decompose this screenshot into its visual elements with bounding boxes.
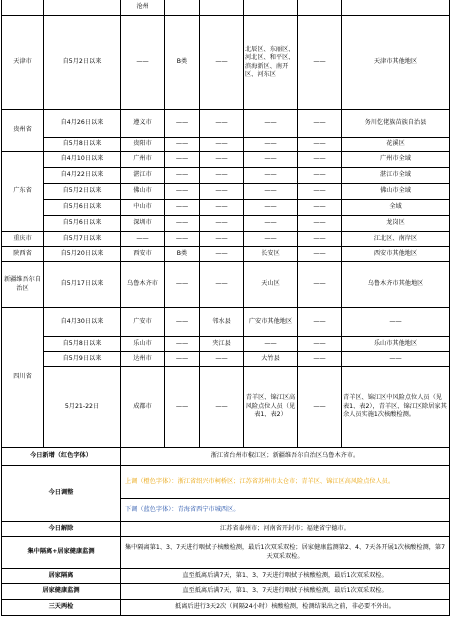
- table-row: [2, 0, 450, 16]
- note-text: 江苏省泰州市；河南省开封市；福建省宁德市。: [121, 522, 450, 537]
- table-cell: 佛山市: [121, 184, 165, 200]
- table-cell: ——: [200, 352, 244, 367]
- table-cell: 遵义市: [121, 110, 165, 138]
- table-cell: ——: [244, 200, 298, 216]
- note-text: 集中隔离第1、3、7天进行咽拭子核酸检测，最后1次双采双检；居家健康监测第2、4、7天各开展1次核酸检测，第7天双采双检。: [121, 537, 450, 569]
- table-row: [2, 352, 450, 367]
- table-cell: 天山区: [244, 262, 298, 308]
- note-text: 浙江省台州市椒江区；新疆维吾尔自治区乌鲁木齐市。: [121, 448, 450, 466]
- table-cell: ——: [165, 168, 200, 184]
- table-cell: 江北区、南岸区: [342, 232, 450, 247]
- table-cell: 湛江市: [121, 168, 165, 184]
- table-row: [2, 367, 450, 448]
- province-cell: 重庆市: [2, 232, 44, 247]
- table-cell: ——: [200, 168, 244, 184]
- table-row: [2, 152, 450, 168]
- table-cell: 佛山市全域: [342, 184, 450, 200]
- table-cell: 务川仡佬族苗族自治县: [342, 110, 450, 138]
- date-cell: 自5月7日以来: [44, 232, 121, 247]
- table-row: [2, 168, 450, 184]
- table-row: [2, 466, 450, 522]
- table-cell: ——: [200, 262, 244, 308]
- table-cell: ——: [298, 110, 342, 138]
- table-cell: 贵阳市: [121, 138, 165, 152]
- table-cell: 乌鲁木齐市: [121, 262, 165, 308]
- table-row: [2, 600, 450, 616]
- table-cell: 乐山市其他地区: [342, 337, 450, 352]
- table-cell: 湛江市全域: [342, 168, 450, 184]
- table-row: [2, 16, 450, 110]
- date-cell: 5月21-22日: [44, 367, 121, 448]
- row-label: 集中隔离+居家健康监测: [2, 537, 121, 569]
- table-row: [2, 337, 450, 352]
- table-cell: 长安区: [244, 247, 298, 262]
- table-cell: 成都市: [121, 367, 165, 448]
- table-cell: ——: [200, 232, 244, 247]
- table-cell: 广安市其他地区: [244, 308, 298, 337]
- row-label: 今日调整: [2, 466, 121, 522]
- table-cell: 广州市全域: [342, 152, 450, 168]
- table-cell: ——: [298, 308, 342, 337]
- table-cell: ——: [244, 337, 298, 352]
- table-row: [2, 216, 450, 232]
- table-cell: 沧州: [121, 0, 165, 16]
- table-cell: ——: [244, 110, 298, 138]
- table-row: [2, 448, 450, 466]
- table-cell: 夹江县: [200, 337, 244, 352]
- table-row: [2, 569, 450, 584]
- table-cell: ——: [165, 184, 200, 200]
- table-cell: ——: [165, 367, 200, 448]
- province-cell: 陕西省: [2, 247, 44, 262]
- table-cell: ——: [165, 200, 200, 216]
- table-row: [2, 308, 450, 337]
- table-cell: ——: [342, 352, 450, 367]
- table-cell: 乐山市: [121, 337, 165, 352]
- table-cell: 青羊区、锦江区高风险点位人员（见表1、表2）: [244, 367, 298, 448]
- travel-control-table: [1, 0, 450, 616]
- table-cell: 大竹县: [244, 352, 298, 367]
- table-cell: 龙岗区: [342, 216, 450, 232]
- table-cell: ——: [244, 216, 298, 232]
- table-cell: 青羊区、锦江区中风险点位人员（见表1、表2），青羊区、锦江区除居家其余人员实施1次核酸检测。: [342, 367, 450, 448]
- table-cell: ——: [165, 138, 200, 152]
- table-cell: ——: [165, 232, 200, 247]
- date-cell: 自4月22日以来: [44, 168, 121, 184]
- note-text: 直至抵离后满7天，第1、3、7天进行咽拭子核酸检测，最后1次双采双检。: [121, 569, 450, 584]
- table-cell: ——: [298, 200, 342, 216]
- table-row: [2, 110, 450, 138]
- date-cell: 自5月20日以来: [44, 247, 121, 262]
- note-text: [121, 466, 449, 499]
- table-cell: ——: [298, 367, 342, 448]
- table-row: [2, 584, 450, 600]
- table-cell: 西安市其他地区: [342, 247, 450, 262]
- table-cell: ——: [244, 184, 298, 200]
- table-cell: ——: [244, 152, 298, 168]
- table-row: [2, 184, 450, 200]
- date-cell: 自4月10日以来: [44, 152, 121, 168]
- table-cell: ——: [200, 184, 244, 200]
- table-cell: ——: [298, 16, 342, 110]
- table-cell: 天津市其他地区: [342, 16, 450, 110]
- table-cell: ——: [165, 308, 200, 337]
- table-cell: ——: [298, 168, 342, 184]
- table-cell: 广安市: [121, 308, 165, 337]
- note-text: 直至抵离后满7天，第1、3、7天进行咽拭子核酸检测，最后1次双采双检。: [121, 584, 450, 600]
- table-cell: ——: [165, 337, 200, 352]
- table-cell: ——: [200, 367, 244, 448]
- table-cell: ——: [165, 216, 200, 232]
- date-cell: 自5月6日以来: [44, 200, 121, 216]
- table-cell: ——: [200, 216, 244, 232]
- row-label: 三天两检: [2, 600, 121, 616]
- table-cell: ——: [342, 308, 450, 337]
- date-cell: 自5月9日以来: [44, 352, 121, 367]
- downgrade-text: 下调（蓝色字体）：青海省西宁市城西区。: [125, 505, 240, 513]
- province-cell: 四川省: [2, 308, 44, 448]
- table-row: [2, 138, 450, 152]
- date-cell: 自5月17日以来: [44, 262, 121, 308]
- table-cell: ——: [244, 168, 298, 184]
- province-cell: 广东省: [2, 152, 44, 232]
- table-row: [2, 522, 450, 537]
- table-cell: 乌鲁木齐市其他地区: [342, 262, 450, 308]
- table-cell: ——: [298, 232, 342, 247]
- table-cell: 北辰区、东丽区、河北区、和平区、滨海新区、南开区、河东区: [244, 16, 298, 110]
- table-cell: 花溪区: [342, 138, 450, 152]
- upgrade-text: 上调（橙色字体）：浙江省绍兴市柯桥区；江苏省苏州市太仓市；青羊区、锦江区高风险点位人员。: [125, 477, 395, 485]
- table-cell: ——: [298, 247, 342, 262]
- province-cell: 新疆维吾尔自治区: [2, 262, 44, 308]
- table-cell: ——: [298, 216, 342, 232]
- date-cell: 自4月26日以来: [44, 110, 121, 138]
- table-cell: ——: [244, 138, 298, 152]
- table-cell: ——: [165, 352, 200, 367]
- date-cell: 自4月30日以来: [44, 308, 121, 337]
- table-row: [2, 232, 450, 247]
- table-cell: ——: [200, 152, 244, 168]
- table-cell: ——: [200, 16, 244, 110]
- date-cell: 自5月2日以来: [44, 184, 121, 200]
- row-label: 今日解除: [2, 522, 121, 537]
- table-row: [2, 247, 450, 262]
- table-cell: ——: [298, 152, 342, 168]
- table-cell: ——: [121, 16, 165, 110]
- row-label: 居家健康监测: [2, 584, 121, 600]
- table-cell: 达州市: [121, 352, 165, 367]
- row-label: 今日新增（红色字体）: [2, 448, 121, 466]
- table-cell: ——: [200, 200, 244, 216]
- table-cell: ——: [165, 110, 200, 138]
- table-cell: ——: [121, 232, 165, 247]
- table-cell: ——: [298, 262, 342, 308]
- table-row: [2, 537, 450, 569]
- table-cell: B类: [165, 16, 200, 110]
- table-row: [2, 262, 450, 308]
- row-label: 居家隔离: [2, 569, 121, 584]
- date-cell: 自5月8日以来: [44, 138, 121, 152]
- table-cell: ——: [200, 138, 244, 152]
- province-cell: 贵州省: [2, 110, 44, 152]
- table-cell: ——: [165, 262, 200, 308]
- table-cell: 广州市: [121, 152, 165, 168]
- table-cell: ——: [298, 337, 342, 352]
- date-cell: 自5月8日以来: [44, 337, 121, 352]
- province-cell: 天津市: [2, 16, 44, 110]
- table-cell: 全域: [342, 200, 450, 216]
- table-row: [2, 200, 450, 216]
- table-cell: 西安市: [121, 247, 165, 262]
- table-cell: ——: [298, 138, 342, 152]
- date-cell: 自5月6日以来: [44, 216, 121, 232]
- table-cell: ——: [298, 184, 342, 200]
- table-cell: ——: [200, 247, 244, 262]
- table-cell: ——: [165, 152, 200, 168]
- table-cell: ——: [200, 110, 244, 138]
- table-cell: ——: [244, 232, 298, 247]
- table-cell: 深圳市: [121, 216, 165, 232]
- table-cell: 邻水县: [200, 308, 244, 337]
- table-cell: ——: [298, 352, 342, 367]
- date-cell: 自5月2日以来: [44, 16, 121, 110]
- table-cell: B类: [165, 247, 200, 262]
- table-cell: 中山市: [121, 200, 165, 216]
- note-text: 抵离后进行3天2次（间隔24小时）核酸检测，检测结果出之前，非必要不外出。: [121, 600, 450, 616]
